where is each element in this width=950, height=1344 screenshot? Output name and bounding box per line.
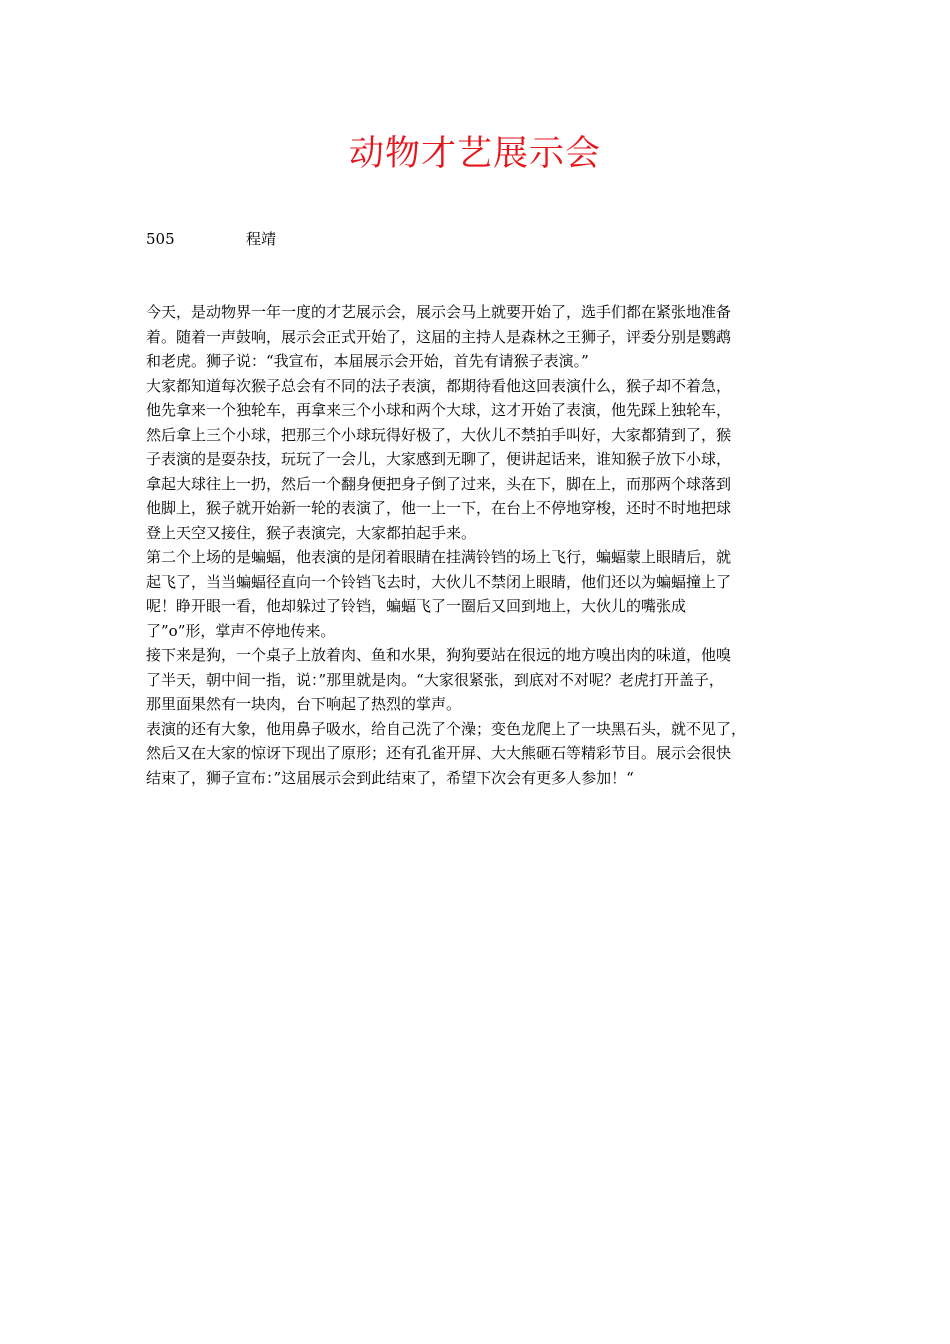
essay-line: 表演的还有大象，他用鼻子吸水，给自己洗了个澡；变色龙爬上了一块黑石头，就不见了， [146,719,747,738]
document-title: 动物才艺展示会 [348,134,601,174]
essay-line: 和老虎。狮子说：“我宣布，本届展示会开始，首先有请猴子表演。” [146,352,589,370]
essay-line: 了半天，朝中间一指，说：”那里就是肉。“大家很紧张，到底对不对呢？老虎打开盖子， [146,670,724,689]
essay-line: 那里面果然有一块肉，台下响起了热烈的掌声。 [146,695,462,713]
essay-line: 今天，是动物界一年一度的才艺展示会，展示会马上就要开始了，选手们都在紧张地准备 [146,303,732,321]
essay-line: 拿起大球往上一扔，然后一个翻身便把身子倒了过来，头在下，脚在上，而那两个球落到 [146,474,732,493]
essay-line: 第二个上场的是蝙蝠，他表演的是闭着眼睛在挂满铃铛的场上飞行，蝙蝠蒙上眼睛后，就 [146,548,732,566]
essay-line: 然后又在大家的惊讶下现出了原形；还有孔雀开屏、大大熊砸石等精彩节目。展示会很快 [146,744,732,762]
essay-line: 子表演的是耍杂技，玩玩了一会儿，大家感到无聊了，便讲起话来，谁知猴子放下小球， [146,450,732,468]
essay-line: 起飞了，当当蝙蝠径直向一个铃铛飞去时，大伙儿不禁闭上眼睛，他们还以为蝙蝠撞上了 [146,572,732,591]
essay-line: 他脚上，猴子就开始新一轮的表演了，他一上一下，在台上不停地穿梭，还时不时地把球 [146,499,732,517]
essay-line: 接下来是狗，一个桌子上放着肉、鱼和水果，狗狗要站在很远的地方嗅出肉的味道，他嗅 [146,646,732,664]
byline [146,228,277,250]
essay-line: 他先拿来一个独轮车，再拿来三个小球和两个大球，这才开始了表演，他先踩上独轮车， [146,401,732,419]
essay-line: 着。随着一声鼓响，展示会正式开始了，这届的主持人是森林之王狮子，评委分别是鹦鹉 [146,327,732,346]
essay-line: 了”o”形，掌声不停地传来。 [146,621,336,640]
essay-body [146,300,812,790]
essay-line: 呢！睁开眼一看，他却躲过了铃铛，蝙蝠飞了一圈后又回到地上，大伙儿的嘴张成 [146,597,687,615]
class-number: 505 [146,230,175,248]
author-name: 程靖 [246,230,277,248]
essay-line: 然后拿上三个小球，把那三个小球玩得好极了，大伙儿不禁拍手叫好，大家都猜到了，猴 [146,425,732,444]
essay-line: 结束了，狮子宣布：”这届展示会到此结束了，希望下次会有更多人参加！“ [146,768,634,787]
essay-line: 登上天空又接住，猴子表演完，大家都拍起手来。 [146,523,477,542]
essay-line: 大家都知道每次猴子总会有不同的法子表演，都期待看他这回表演什么，猴子却不着急， [146,376,732,395]
